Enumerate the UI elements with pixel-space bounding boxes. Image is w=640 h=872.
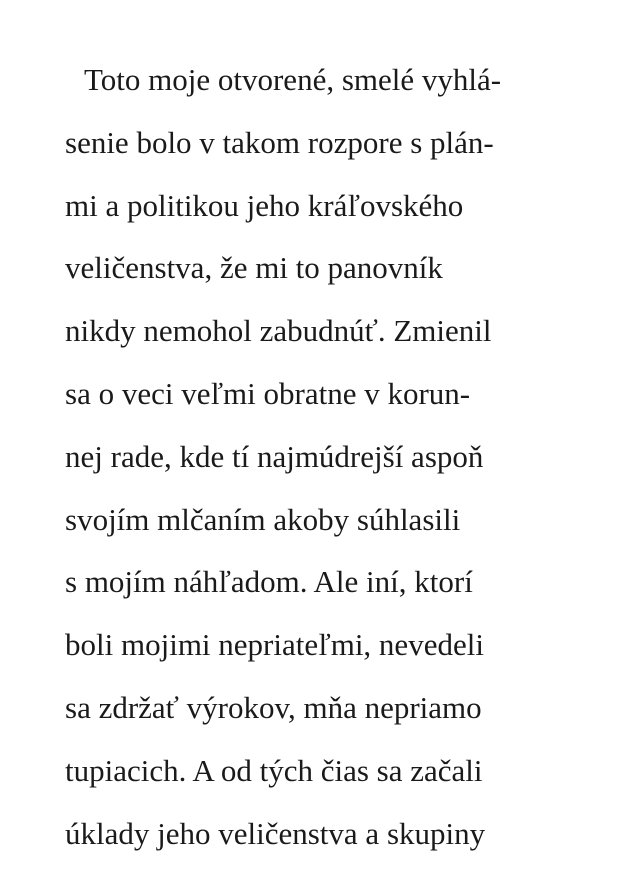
text-line: svojím mlčaním akoby súhlasili: [65, 501, 461, 537]
text-line: nej rade, kde tí najmúdrejší aspoň: [65, 438, 484, 474]
text-line: mi a politikou jeho kráľovského: [65, 187, 464, 223]
text-line: s mojím náhľadom. Ale iní, ktorí: [65, 564, 473, 600]
body-paragraph: [65, 56, 585, 872]
text-line: úklady jeho veličenstva a skupiny: [65, 815, 486, 851]
text-line: veličenstva, že mi to panovník: [65, 250, 443, 286]
text-line: boli mojimi nepriateľmi, nevedeli: [65, 627, 484, 663]
text-line: sa zdržať výrokov, mňa nepriamo: [65, 689, 482, 725]
text-line: tupiacich. A od tých čias sa začali: [65, 752, 483, 788]
text-line: sa o veci veľmi obratne v korun-: [65, 375, 471, 411]
text-line: senie bolo v takom rozpore s plán-: [65, 124, 494, 160]
text-line: nikdy nemohol zabudnúť. Zmienil: [65, 313, 492, 349]
text-line: Toto moje otvorené, smelé vyhlá-: [84, 62, 502, 97]
